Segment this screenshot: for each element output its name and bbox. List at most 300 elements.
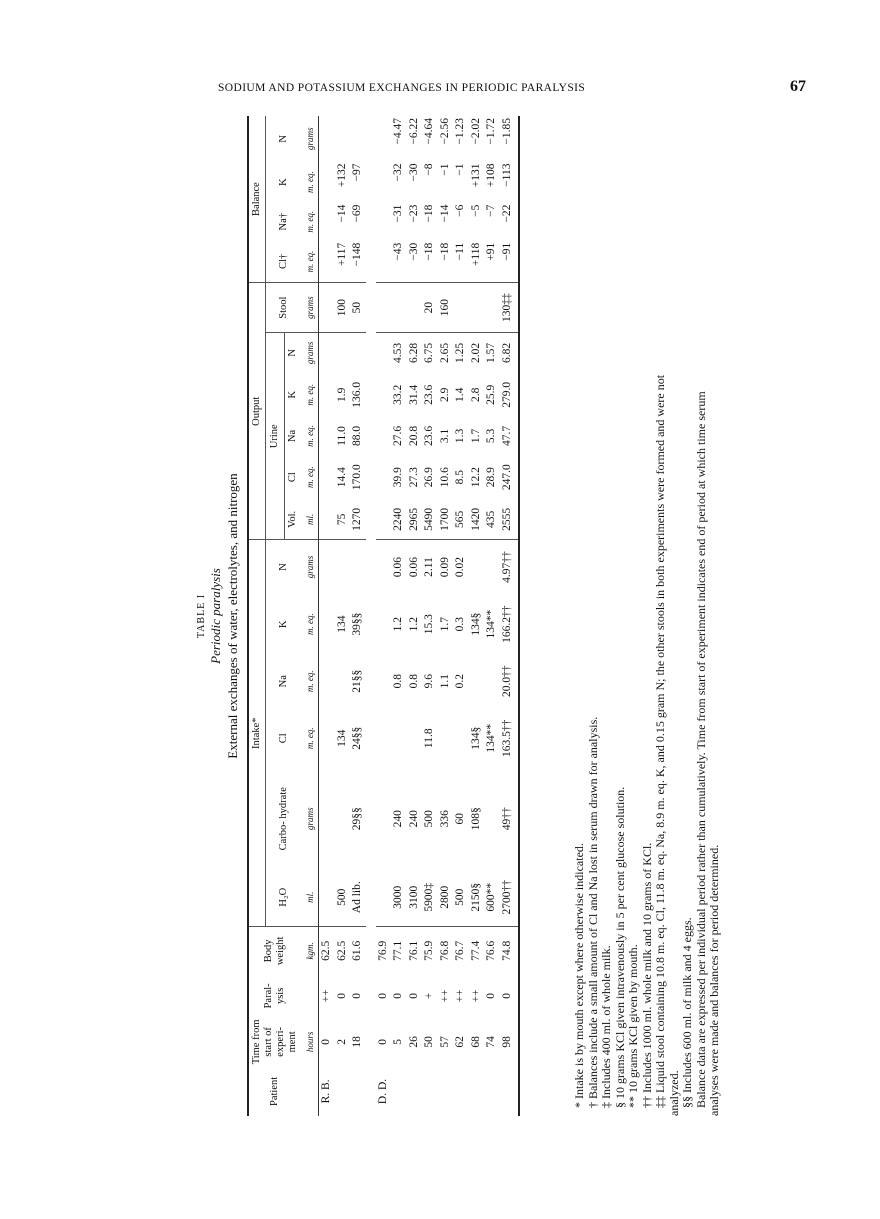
table-cell	[407, 283, 423, 333]
table-cell: 2.11	[423, 557, 435, 577]
table-cell: 1700	[438, 499, 454, 540]
unit-cell	[301, 1067, 319, 1116]
table-cell	[391, 708, 407, 769]
unit-cell: grams	[301, 333, 319, 373]
table-cell	[391, 283, 407, 333]
table-cell: 14.4	[335, 467, 348, 488]
table-cell: 2.9	[438, 387, 451, 402]
table-cell: 279.0	[500, 373, 520, 417]
table-cell: 136.0	[351, 381, 363, 408]
table-cell	[371, 869, 392, 927]
table-cell: 76.8	[438, 940, 451, 961]
table-cell: −18	[438, 241, 454, 283]
table-cell	[350, 116, 371, 162]
unit-cell: m. eq.	[301, 241, 319, 283]
table-cell: −11	[453, 241, 469, 283]
table-cell: 68	[469, 1036, 482, 1048]
table-cell	[319, 203, 335, 241]
table-cell: +132	[335, 163, 348, 188]
rotated-table-block	[195, 116, 721, 1116]
table-cell: −18	[423, 204, 435, 223]
table-cell	[371, 708, 392, 769]
table-cell: 166.2††	[500, 594, 520, 655]
footnote: ** 10 grams KCl given by mouth.	[626, 944, 640, 1108]
patient-cell	[484, 1067, 500, 1116]
table-cell: 2965	[407, 499, 423, 540]
table-cell: 134**	[485, 609, 497, 639]
unit-cell: m. eq.	[301, 708, 319, 769]
table-cell: −6.22	[407, 118, 420, 145]
table-cell: −32	[392, 163, 404, 182]
unit-cell: m. eq.	[301, 455, 319, 499]
table-cell: 2700††	[500, 869, 520, 927]
table-row	[407, 116, 423, 1116]
table-cell: 26.9	[423, 467, 435, 488]
table-cell: 0	[407, 992, 420, 999]
table-cell	[319, 499, 335, 540]
table-cell: 5	[392, 1038, 404, 1045]
footnote: § 10 grams KCl given intravenously in 5 per cent glucose solution.	[612, 786, 627, 1108]
footnote: †† Includes 1000 ml. whole milk and 10 grams of KCl.	[639, 842, 654, 1108]
table-cell: 0.02	[454, 556, 466, 578]
unit-cell: m. eq.	[301, 594, 319, 655]
table-cell: 57	[438, 1036, 451, 1048]
table-cell: ++	[454, 989, 466, 1003]
table-cell	[371, 203, 392, 241]
table-cell: 0	[335, 992, 348, 999]
table-cell: ++	[320, 989, 332, 1003]
table-cell: 88.0	[351, 425, 363, 447]
table-cell: 8.5	[454, 469, 466, 485]
footnote: analyses were made and balances for period determined.	[707, 844, 721, 1116]
patient-cell	[453, 1067, 469, 1116]
table-cell: 500	[335, 869, 351, 927]
col-urine-n: N	[287, 349, 298, 357]
table-cell: −1.23	[454, 118, 466, 145]
table-cell: −148	[350, 241, 371, 283]
group-intake: Intake*	[248, 540, 266, 926]
table-cell	[371, 455, 392, 499]
table-cell: 98	[500, 1017, 520, 1067]
table-cell: 49††	[500, 769, 520, 869]
table-cell: 6.75	[423, 342, 435, 363]
table-cell: 39.9	[392, 467, 404, 488]
table-cell	[371, 283, 392, 333]
table-row	[391, 116, 407, 1116]
table-cell	[371, 241, 392, 283]
table-cell: 500	[423, 810, 435, 828]
table-cell: 1270	[350, 499, 371, 540]
table-cell	[319, 655, 335, 708]
table-cell	[335, 540, 351, 594]
table-cell: 1.2	[407, 616, 420, 632]
table-cell: 76.1	[407, 940, 420, 961]
footnote: Balance data are expressed per individual period rather than cumulatively. Time from start of experiment indicates end of period at which time serum	[693, 391, 708, 1108]
col-carbohydrate: Carbo- hydrate	[277, 787, 289, 851]
table-cell: 20.0††	[500, 655, 520, 708]
table-cell: 76.6	[485, 940, 497, 961]
table-cell	[319, 283, 335, 333]
table-cell	[319, 333, 335, 373]
table-cell: 435	[484, 499, 500, 540]
table-cell: −23	[407, 204, 420, 223]
table-cell: 163.5††	[500, 708, 520, 769]
patient-cell	[500, 1067, 520, 1116]
page-header	[0, 78, 880, 104]
table-caption	[195, 116, 241, 1116]
table-cell: ++	[438, 989, 451, 1003]
unit-cell: m. eq.	[301, 373, 319, 417]
table-cell: 1.57	[485, 342, 497, 363]
footnotes	[573, 116, 722, 1116]
footnote: ‡‡ Liquid stool containing 10.8 m. eq. Cl, 11.8 m. eq. Na, 8.9 m. eq. K, and 0.15 gram N; the other stools in both experiments were formed and were not	[653, 374, 667, 1108]
table-cell: 2800	[438, 869, 454, 927]
table-cell: 24§§	[351, 726, 363, 750]
table-cell: 61.6	[351, 940, 363, 961]
table-cell	[438, 708, 454, 769]
table-cell: 75.9	[423, 940, 435, 961]
table-cell: 0	[485, 992, 497, 999]
table-cell	[469, 540, 485, 594]
table-cell	[407, 708, 423, 769]
table-cell	[319, 540, 335, 594]
table-cell: 27.3	[407, 467, 420, 488]
table-cell: 3000	[391, 869, 407, 927]
table-row	[500, 116, 520, 1116]
table-cell: 5490	[422, 499, 438, 540]
col-bal-cl: Cl†	[266, 241, 302, 283]
table-cell	[319, 869, 335, 927]
patient-cell	[391, 1067, 407, 1116]
patient-cell: D. D.	[376, 1078, 389, 1105]
table-cell: 0.8	[392, 674, 404, 689]
table-cell	[319, 116, 335, 162]
table-cell: 0	[351, 992, 363, 999]
table-cell	[335, 333, 351, 373]
table-cell	[319, 708, 335, 769]
table-cell	[371, 162, 392, 203]
table-cell: 1.3	[454, 428, 466, 444]
col-intake-cl: Cl	[277, 733, 289, 744]
col-intake-k: K	[277, 620, 289, 628]
patient-cell	[438, 1067, 454, 1116]
table-cell: 20.8	[407, 425, 420, 447]
table-cell: −1	[438, 163, 451, 176]
table-title: Periodic paralysis	[208, 568, 223, 664]
table-cell: 0.2	[454, 674, 466, 689]
table-cell: 3.1	[438, 428, 451, 444]
table-cell: −8	[423, 163, 435, 176]
table-cell: 6.28	[407, 342, 420, 363]
table-cell: 1.7	[469, 428, 482, 444]
table-cell: +91	[484, 241, 500, 283]
footnote: ‡ Includes 400 ml. of whole milk.	[599, 945, 613, 1108]
patient-cell	[422, 1067, 438, 1116]
table-cell: 1.4	[454, 387, 466, 402]
table-cell: 28.9	[485, 467, 497, 488]
table-cell: 1.7	[438, 616, 451, 632]
table-cell: −2.56	[438, 118, 451, 145]
table-cell: 0.8	[407, 674, 420, 689]
table-cell: 62.5	[320, 940, 332, 961]
table-cell: 0.3	[454, 616, 466, 632]
patient-cell	[407, 1067, 423, 1116]
col-paralysis: Paral- ysis	[248, 975, 301, 1017]
table-cell: −4.47	[392, 118, 404, 145]
table-cell: 11.0	[335, 426, 348, 446]
table-cell: 500	[453, 869, 469, 927]
table-cell: 2.65	[438, 342, 451, 363]
table-cell: 12.2	[469, 467, 482, 488]
col-urine-na: Na	[287, 429, 298, 443]
unit-cell: m. eq.	[301, 417, 319, 455]
table-cell: 2240	[391, 499, 407, 540]
table-cell: −1	[454, 163, 466, 176]
patient-cell	[350, 1067, 371, 1116]
table-cell: 3100	[407, 869, 423, 927]
table-cell: 33.2	[392, 384, 404, 405]
table-cell	[453, 283, 469, 333]
table-cell: 25.9	[485, 384, 497, 405]
table-cell	[371, 769, 392, 869]
running-title: SODIUM AND POTASSIUM EXCHANGES IN PERIODIC PARALYSIS	[218, 82, 586, 94]
unit-cell: ml.	[301, 499, 319, 540]
table-cell: −31	[392, 204, 404, 223]
col-h2o: H₂O	[266, 869, 302, 927]
col-intake-na: Na	[277, 675, 289, 688]
table-body	[319, 116, 520, 1116]
table-cell: −1.85	[500, 116, 520, 162]
table-cell: 0	[376, 1038, 389, 1045]
col-urine-k: K	[287, 390, 298, 399]
col-urine-cl: Cl	[287, 472, 298, 483]
table-cell	[469, 283, 485, 333]
table-cell: Ad lib.	[350, 869, 371, 927]
footnote: * Intake is by mouth except where otherwise indicated.	[572, 843, 586, 1108]
table-row	[422, 116, 438, 1116]
table-cell: 20	[422, 283, 438, 333]
table-cell: −22	[500, 203, 520, 241]
table-cell: 134§	[469, 612, 482, 636]
table-row	[484, 116, 500, 1116]
units-row	[301, 116, 319, 1116]
unit-cell: grams	[301, 540, 319, 594]
table-cell: 27.6	[392, 425, 404, 447]
table-cell: 74	[485, 1036, 497, 1048]
table-cell	[350, 540, 371, 594]
table-cell: 39§§	[351, 612, 363, 636]
table-cell: −14	[335, 204, 348, 223]
table-cell: 77.1	[392, 940, 404, 961]
footnote: analyzed.	[666, 1070, 681, 1116]
table-cell	[371, 116, 392, 162]
table-cell: 160	[438, 283, 454, 333]
table-cell	[319, 241, 335, 283]
table-cell	[319, 769, 335, 869]
table-cell: 600**	[484, 869, 500, 927]
table-cell	[319, 373, 335, 417]
table-cell: +	[423, 992, 435, 1000]
table-cell: 15.3	[423, 614, 435, 635]
table-cell: −30	[407, 241, 423, 283]
unit-cell: m. eq.	[301, 655, 319, 708]
col-bal-na: Na†	[277, 212, 289, 231]
table-cell	[335, 116, 351, 162]
table-cell	[335, 769, 351, 869]
table-cell: 1.9	[335, 387, 348, 402]
table-cell: 76.7	[454, 940, 466, 961]
table-cell: 31.4	[407, 384, 420, 405]
table-row	[438, 116, 454, 1116]
table-cell: 2150§	[469, 869, 485, 927]
table-cell: 62.5	[335, 940, 348, 961]
table-cell: 50	[350, 283, 371, 333]
table-cell: 100	[335, 283, 351, 333]
group-balance: Balance	[248, 116, 266, 283]
col-bal-n: N	[277, 134, 289, 143]
table-cell: −30	[407, 163, 420, 182]
table-cell: 5.3	[485, 428, 497, 444]
table-cell	[484, 540, 500, 594]
table-cell	[371, 417, 392, 455]
table-cell: −43	[391, 241, 407, 283]
table-cell: −18	[422, 241, 438, 283]
table-cell: 4.97††	[500, 540, 520, 594]
table-cell: 18	[351, 1036, 363, 1048]
col-bal-k: K	[277, 178, 289, 186]
table-cell: 565	[453, 499, 469, 540]
table-cell: 4.53	[392, 342, 404, 363]
col-body-weight: Body weight	[248, 926, 301, 975]
table-cell: −91	[500, 241, 520, 283]
col-time: Time from start of experi- ment	[248, 1017, 301, 1067]
unit-cell: kgm.	[301, 926, 319, 975]
table-cell: −14	[438, 204, 451, 223]
table-cell: −97	[351, 163, 363, 182]
table-cell: 29§§	[351, 807, 363, 831]
footnote: † Balances include a small amount of Cl and Na lost in serum drawn for analysis.	[585, 716, 600, 1108]
table-cell: 50	[423, 1036, 435, 1048]
unit-cell: m. eq.	[301, 162, 319, 203]
table-cell	[319, 162, 335, 203]
table-cell	[484, 655, 500, 708]
table-cell: −7	[485, 204, 497, 217]
table-cell: 247.0	[500, 455, 520, 499]
table-cell: 108§	[469, 807, 482, 831]
unit-cell: hours	[301, 1017, 319, 1067]
table-row	[453, 116, 469, 1116]
table-cell: 134**	[485, 723, 497, 753]
table-cell: 134	[335, 729, 348, 747]
table-row	[469, 116, 485, 1116]
table-cell: 170.0	[351, 464, 363, 491]
table-cell: +117	[335, 241, 351, 283]
table-cell: −113	[500, 162, 520, 203]
table-cell: 11.8	[423, 728, 435, 749]
unit-cell: ml.	[301, 869, 319, 927]
unit-cell: grams	[301, 283, 319, 333]
patient-cell	[335, 1067, 351, 1116]
table-cell	[319, 594, 335, 655]
table-cell: 60	[454, 812, 466, 825]
table-cell	[469, 655, 485, 708]
table-cell	[371, 333, 392, 373]
table-cell	[484, 769, 500, 869]
table-cell	[371, 655, 392, 708]
group-urine: Urine	[266, 333, 285, 540]
table-cell: 0	[392, 992, 404, 999]
unit-cell: grams	[301, 769, 319, 869]
table-cell: 0	[500, 975, 520, 1017]
table-cell: 2.8	[469, 387, 482, 402]
table-cell: +108	[485, 163, 497, 188]
table-cell	[371, 540, 392, 594]
col-urine-vol: Vol.	[285, 499, 302, 540]
table-row	[371, 116, 392, 1116]
table-cell: 240	[392, 810, 404, 828]
table-cell: 240	[407, 810, 420, 828]
table-cell: 9.6	[423, 674, 435, 689]
table-cell: 5900‡	[422, 869, 438, 927]
page-number: 67	[790, 78, 806, 95]
table-cell: 1.25	[454, 342, 466, 363]
footnote: §§ Includes 600 ml. of milk and 4 eggs.	[680, 917, 694, 1108]
table-row	[335, 116, 351, 1116]
table-cell	[319, 417, 335, 455]
col-stool: Stool	[266, 283, 302, 333]
table-cell: 1.2	[392, 616, 404, 632]
table-cell	[335, 655, 351, 708]
table-cell	[319, 455, 335, 499]
table-row	[319, 116, 335, 1116]
table-cell: +131	[469, 163, 482, 188]
table-row	[350, 116, 371, 1116]
table-cell: 23.6	[423, 384, 435, 405]
table-cell: 134	[335, 615, 348, 633]
unit-cell: grams	[301, 116, 319, 162]
patient-cell: R. B.	[320, 1079, 332, 1104]
table-cell: 1420	[469, 499, 485, 540]
table-cell	[453, 708, 469, 769]
table-cell: −4.64	[423, 118, 435, 145]
table-cell: 2	[335, 1038, 348, 1045]
unit-cell: m. eq.	[301, 203, 319, 241]
table-cell: −6	[454, 204, 466, 217]
col-patient: Patient	[248, 1067, 301, 1116]
table-cell: 336	[438, 810, 451, 828]
table-cell: 2.02	[469, 342, 482, 363]
table-subtitle: External exchanges of water, electrolytes, and nitrogen	[225, 473, 240, 759]
table-cell: −69	[351, 204, 363, 223]
group-output: Output	[248, 283, 266, 540]
table-cell: 0	[376, 992, 389, 999]
table-cell: 10.6	[438, 467, 451, 488]
table-cell: −2.02	[469, 118, 482, 145]
table-cell	[350, 333, 371, 373]
table-cell: 76.9	[376, 940, 389, 961]
table-cell: 2555	[500, 499, 520, 540]
table-cell: 62	[454, 1036, 466, 1048]
patient-cell	[469, 1067, 485, 1116]
table-cell: 21§§	[351, 669, 363, 693]
table-cell: 23.6	[423, 425, 435, 447]
table-cell: 1.1	[438, 674, 451, 689]
exchange-table	[247, 116, 520, 1116]
table-cell	[371, 373, 392, 417]
table-label: TABLE I	[196, 593, 207, 639]
table-cell	[371, 499, 392, 540]
table-cell: 134§	[469, 726, 482, 750]
